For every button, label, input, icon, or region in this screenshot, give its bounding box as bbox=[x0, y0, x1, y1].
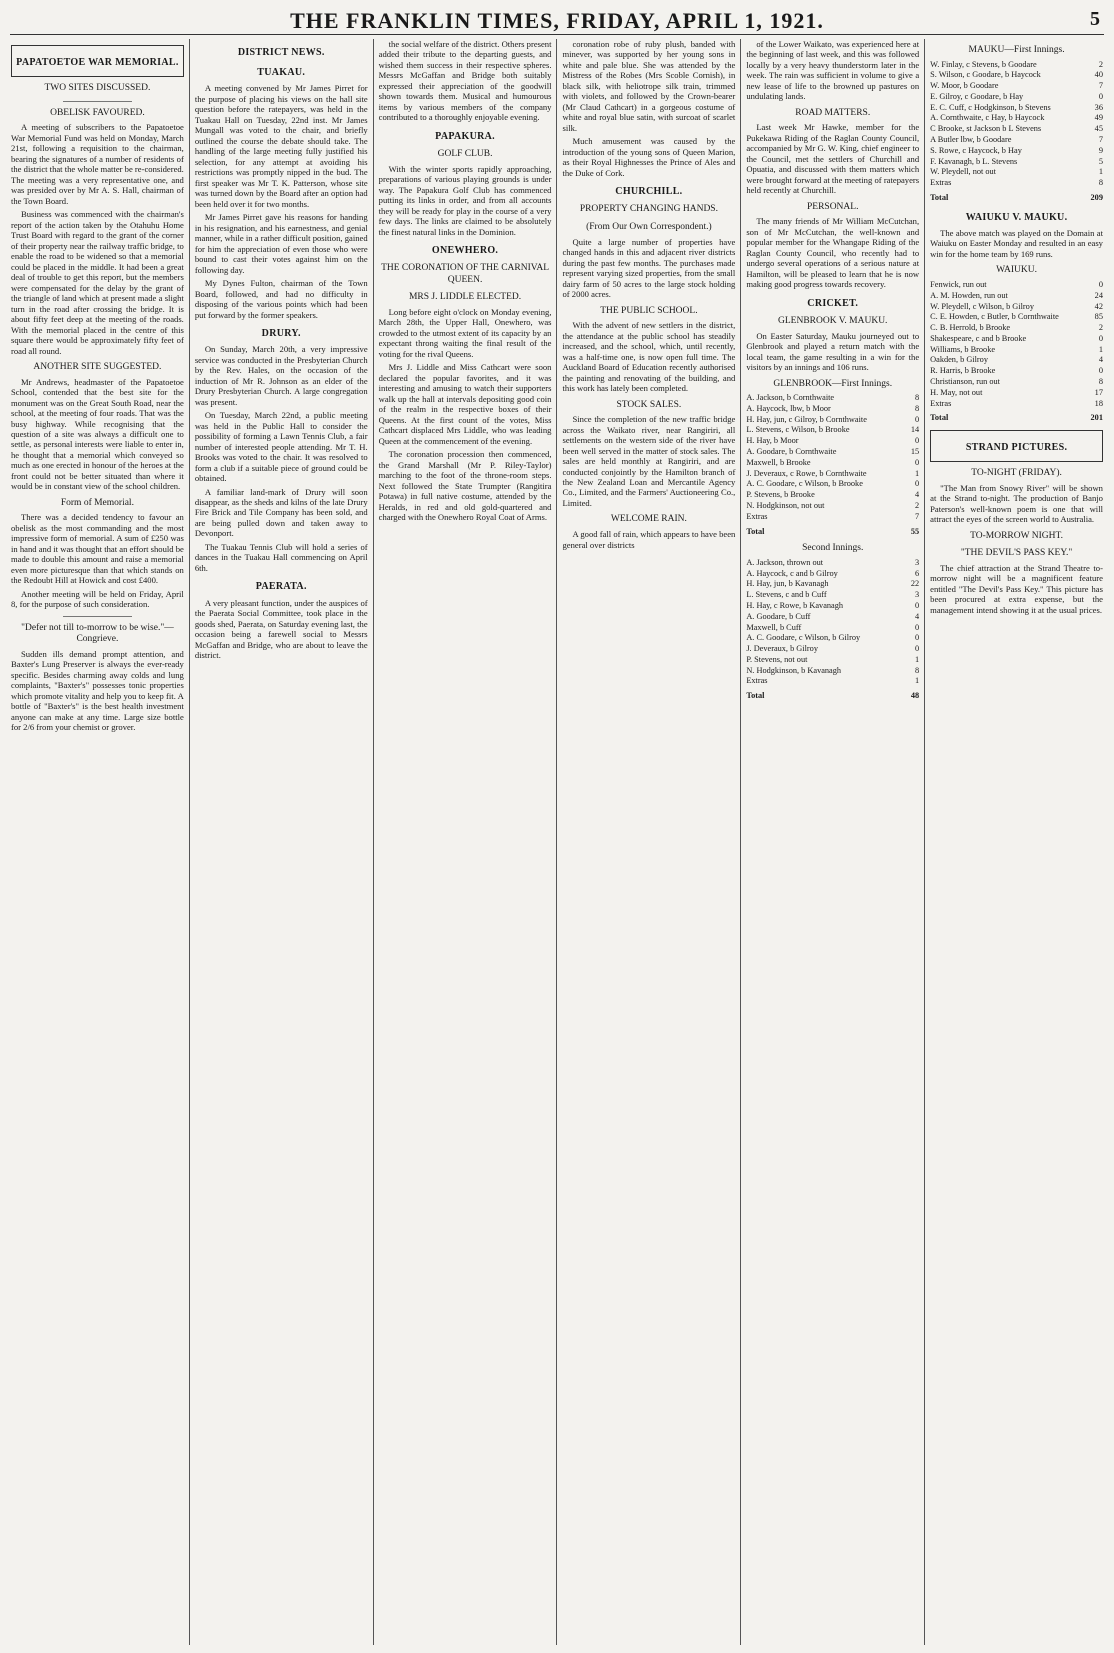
score-row bbox=[746, 612, 919, 623]
runs-value: 1 bbox=[1098, 344, 1103, 354]
score-row bbox=[930, 366, 1103, 377]
advert-headline: "Defer not till to-morrow to be wise."—Congrieve. bbox=[21, 622, 174, 645]
scorecard-mauku-first bbox=[930, 60, 1103, 189]
batsman-entry: W. Pleydell, c Wilson, b Gilroy bbox=[930, 301, 1034, 311]
runs-value: 4 bbox=[914, 611, 920, 621]
columns bbox=[6, 39, 1108, 1645]
score-row bbox=[746, 501, 919, 512]
batsman-entry: Christianson, run out bbox=[930, 376, 1000, 386]
batsman-entry: A. M. Howden, run out bbox=[930, 290, 1008, 300]
runs-value: 18 bbox=[1094, 398, 1103, 408]
score-row bbox=[930, 280, 1103, 291]
batsman-entry: H. Hay, jun, c Gilroy, b Cornthwaite bbox=[746, 414, 867, 424]
subheadline: OBELISK FAVOURED. bbox=[50, 107, 145, 118]
score-row bbox=[746, 623, 919, 634]
batsman-entry: J. Deveraux, c Rowe, b Cornthwaite bbox=[746, 468, 867, 478]
runs-value: 8 bbox=[914, 403, 920, 413]
score-row bbox=[930, 81, 1103, 92]
section-heading: PAERATA. bbox=[255, 581, 307, 593]
runs-value: 5 bbox=[1098, 156, 1103, 166]
subheadline: TO-NIGHT (FRIDAY). bbox=[971, 468, 1062, 479]
score-row bbox=[930, 291, 1103, 302]
divider bbox=[63, 616, 132, 617]
score-row bbox=[930, 323, 1103, 334]
subheadline: THE CORONATION OF THE CARNIVAL QUEEN. bbox=[381, 263, 550, 285]
subheadline: GLENBROOK V. MAUKU. bbox=[778, 316, 888, 327]
runs-value: 14 bbox=[910, 425, 920, 435]
innings-heading: Second Innings. bbox=[802, 543, 864, 554]
runs-value: 0 bbox=[914, 479, 920, 489]
subheadline: TWO SITES DISCUSSED. bbox=[44, 83, 151, 94]
score-row bbox=[930, 135, 1103, 146]
score-row bbox=[746, 447, 919, 458]
subheadline: MRS J. LIDDLE ELECTED. bbox=[408, 292, 522, 303]
batsman-entry: Fenwick, run out bbox=[930, 279, 987, 289]
runs-value: 1 bbox=[914, 676, 920, 686]
scorecard-glenbrook-second bbox=[746, 558, 919, 687]
batsman-entry: A. Goodare, b Cuff bbox=[746, 611, 811, 621]
runs-value: 2 bbox=[914, 500, 920, 510]
score-row bbox=[930, 302, 1103, 313]
runs-value: 36 bbox=[1094, 102, 1103, 112]
total-row: Total 209 bbox=[930, 192, 1103, 202]
score-row bbox=[930, 178, 1103, 189]
column-5 bbox=[741, 39, 925, 1645]
score-row bbox=[746, 458, 919, 469]
paragraph: On Easter Saturday, Mauku journeyed out to Glenbrook and played a return match with the local team, the game resulting in a win for the visitors by an innings and 106 runs. bbox=[746, 330, 920, 373]
score-row bbox=[930, 103, 1103, 114]
subheadline: GOLF CLUB. bbox=[437, 149, 493, 160]
score-row bbox=[930, 167, 1103, 178]
headline: PAPATOETOE WAR MEMORIAL. bbox=[16, 57, 179, 68]
subheadline: ANOTHER SITE SUGGESTED. bbox=[33, 362, 162, 372]
scorecard-waiuku bbox=[930, 280, 1103, 409]
runs-value: 24 bbox=[1094, 290, 1103, 300]
batsman-entry: W. Moor, b Goodare bbox=[930, 81, 999, 91]
batsman-entry: Extras bbox=[930, 178, 952, 188]
masthead bbox=[10, 0, 1104, 35]
paragraph: The Tuakau Tennis Club will hold a series of dances in the Tuakau Hall commencing on April 6th. bbox=[194, 541, 368, 573]
subheadline: "THE DEVIL'S PASS KEY." bbox=[960, 548, 1073, 559]
batsman-entry: A. Goodare, b Cornthwaite bbox=[746, 447, 837, 457]
runs-value: 17 bbox=[1094, 387, 1103, 397]
runs-value: 9 bbox=[1098, 145, 1103, 155]
batsman-entry: L. Stevens, c and b Cuff bbox=[746, 590, 827, 600]
section-heading: PAPAKURA. bbox=[435, 130, 495, 142]
paragraph: Last week Mr Hawke, member for the Pukekawa Riding of the Raglan County Council, accompanied by Mr G. W. King, chief engineer to the Council, met the settlers of Churchill and Opuatia, and discussed with them matters which were brought forward at the meeting of ratepayers held recently at Churchill. bbox=[746, 122, 920, 196]
paragraph: The above match was played on the Domain at Waiuku on Easter Monday and resulted in an easy win for the home team by 169 runs. bbox=[930, 227, 1103, 259]
runs-value: 8 bbox=[914, 665, 920, 675]
runs-value: 0 bbox=[914, 436, 920, 446]
newspaper-title: THE FRANKLIN TIMES, FRIDAY, APRIL 1, 1921. bbox=[290, 8, 824, 33]
runs-value: 0 bbox=[1098, 366, 1103, 376]
score-row bbox=[930, 124, 1103, 135]
score-row bbox=[930, 345, 1103, 356]
runs-value: 42 bbox=[1094, 301, 1103, 311]
batsman-entry: E. C. Cuff, c Hodgkinson, b Stevens bbox=[930, 102, 1051, 112]
score-row bbox=[930, 334, 1103, 345]
score-row bbox=[930, 399, 1103, 410]
runs-value: 1 bbox=[1098, 167, 1103, 177]
runs-value: 7 bbox=[1098, 135, 1103, 145]
page-number: 5 bbox=[1090, 8, 1100, 30]
batsman-entry: A. Haycock, lbw, b Moor bbox=[746, 403, 831, 413]
batsman-entry: A. Jackson, thrown out bbox=[746, 557, 824, 567]
section-heading: ONEWHERO. bbox=[431, 245, 499, 257]
batsman-entry: A. C. Goodare, c Wilson, b Gilroy bbox=[746, 633, 861, 643]
batsman-entry: H. Hay, jun, b Kavanagh bbox=[746, 579, 829, 589]
batsman-entry: S. Rowe, c Haycock, b Hay bbox=[930, 145, 1022, 155]
score-row bbox=[930, 92, 1103, 103]
score-row bbox=[746, 425, 919, 436]
batsman-entry: C. B. Herrold, b Brooke bbox=[930, 323, 1011, 333]
column-3 bbox=[374, 39, 558, 1645]
batsman-entry: Maxwell, b Cuff bbox=[746, 622, 802, 632]
runs-value: 8 bbox=[1098, 178, 1103, 188]
advert-text: Sudden ills demand prompt attention, and Baxter's Lung Preserver is always the ever-ready specific. Besides charming away colds and lung complaints, "Baxter's" possesses tonic properties which promote vitality and help you to keep fit. A bottle of "Baxter's" is the best health investment anyone can make at any time. Large size bottle for 2/6 from your chemist or grover. bbox=[11, 649, 184, 733]
section-heading: STRAND PICTURES. bbox=[965, 442, 1068, 454]
runs-value: 49 bbox=[1094, 113, 1103, 123]
runs-value: 0 bbox=[914, 633, 920, 643]
paragraph: Much amusement was caused by the introduction of the young sons of Queen Marion, as their Royal Highnesses the Prince of Ales and the Duke of Cork. bbox=[562, 136, 736, 178]
score-row bbox=[746, 666, 919, 677]
score-row bbox=[746, 393, 919, 404]
total-row: Total 55 bbox=[746, 526, 920, 536]
score-row bbox=[746, 512, 919, 523]
batsman-entry: R. Harris, b Brooke bbox=[930, 366, 996, 376]
score-row bbox=[746, 590, 919, 601]
batsman-entry: A. Cornthwaite, c Hay, b Haycock bbox=[930, 113, 1045, 123]
section-heading: DRURY. bbox=[261, 328, 301, 340]
column-6 bbox=[925, 39, 1108, 1645]
runs-value: 3 bbox=[914, 590, 920, 600]
paragraph: My Dynes Fulton, chairman of the Town Board, followed, and had no difficulty in disposing of the various points which had been put forward by the former speakers. bbox=[194, 278, 368, 320]
batsman-entry: C Brooke, st Jackson b L Stevens bbox=[930, 124, 1042, 134]
paragraph: The chief attraction at the Strand Theatre to-morrow night will be a magnificent feature entitled "The Devil's Pass Key." This picture has been procured at extra expense, but the management intend showing it at the usual prices. bbox=[930, 562, 1103, 615]
runs-value: 15 bbox=[910, 447, 920, 457]
paragraph: A meeting of subscribers to the Papatoetoe War Memorial Fund was held on Monday, March 21st, following a requisition to the chairman, bearing the signatures of a number of residents of the district that the whole matter be re-considered. The meeting was a very representative one, and was presided over by Mr A. S. Hall, chairman of the Town Board. bbox=[11, 122, 184, 206]
subheadline: WELCOME RAIN. bbox=[610, 514, 687, 525]
runs-value: 40 bbox=[1094, 70, 1103, 80]
column-1 bbox=[6, 39, 190, 1645]
batsman-entry: P. Stevens, b Brooke bbox=[746, 490, 815, 500]
score-row bbox=[746, 633, 919, 644]
batsman-entry: Oakden, b Gilroy bbox=[930, 355, 988, 365]
paragraph: Since the completion of the new traffic bridge across the Waikato river, near Rangiriri, all settlements on the western side of the river have been well served in the matter of stock sales. The sales are held monthly at Rangiriri, and are conducted conjointly by the Hamilton branch of the New Zealand Loan and Mercantile Agency Co., Limited, and the Farmers' Auctioneering Co., Limited. bbox=[562, 414, 736, 508]
paragraph: A good fall of rain, which appears to have been general over districts bbox=[562, 529, 736, 550]
batsman-entry: N. Hodgkinson, not out bbox=[746, 500, 825, 510]
runs-value: 0 bbox=[914, 644, 920, 654]
runs-value: 8 bbox=[1098, 376, 1103, 386]
section-heading: WAIUKU V. MAUKU. bbox=[965, 211, 1068, 223]
paragraph: "The Man from Snowy River" will be shown at the Strand to-night. The production of Banjo Paterson's well-known poem is one that will attract the eyes of the screen world to Australia. bbox=[930, 482, 1103, 525]
paragraph: Long before eight o'clock on Monday evening, March 28th, the Upper Hall, Onewhero, was crowded to the utmost extent of its capacity by an expectant throng waiting the final result of the voting for the rival Queens. bbox=[378, 306, 552, 359]
batsman-entry: S. Wilson, c Goodare, b Haycock bbox=[930, 70, 1041, 80]
score-row bbox=[746, 469, 919, 480]
score-row bbox=[930, 60, 1103, 71]
subheadline: TO-MORROW NIGHT. bbox=[970, 530, 1063, 541]
score-row bbox=[746, 558, 919, 569]
scorecard-glenbrook-first bbox=[746, 393, 919, 522]
score-row bbox=[746, 676, 919, 687]
paragraph: Quite a large number of properties have changed hands in this and adjacent river districts during the past few months. The purchases made represent varying sized properties, from the small dairy farm of 50 acres to the large stock holding of 2000 acres. bbox=[562, 236, 736, 300]
runs-value: 0 bbox=[914, 457, 920, 467]
subheadline: PROPERTY CHANGING HANDS. bbox=[579, 204, 718, 215]
batsman-entry: A. C. Goodare, c Wilson, b Brooke bbox=[746, 479, 863, 489]
batsman-entry: Shakespeare, c and b Brooke bbox=[930, 333, 1027, 343]
runs-value: 0 bbox=[914, 414, 920, 424]
batsman-entry: J. Deveraux, b Gilroy bbox=[746, 644, 818, 654]
total-row: Total 201 bbox=[930, 413, 1103, 423]
batsman-entry: W. Pleydell, not out bbox=[930, 167, 996, 177]
batsman-entry: F. Kavanagh, b L. Stevens bbox=[930, 156, 1018, 166]
batsman-entry: W. Finlay, c Stevens, b Goodare bbox=[930, 59, 1037, 69]
paragraph: A familiar land-mark of Drury will soon disappear, as the sheds and kilns of the late Drury Fire Brick and Tile Company has been sold, and are being pulled down and taken away to Devonport. bbox=[194, 486, 368, 539]
runs-value: 2 bbox=[1098, 323, 1103, 333]
batsman-entry: Extras bbox=[746, 676, 768, 686]
column-2 bbox=[190, 39, 374, 1645]
runs-value: 45 bbox=[1094, 124, 1103, 134]
batsman-entry: E. Gilroy, c Goodare, b Hay bbox=[930, 91, 1024, 101]
score-row bbox=[930, 377, 1103, 388]
batsman-entry: Extras bbox=[746, 511, 768, 521]
total-row: Total 48 bbox=[746, 691, 920, 701]
batsman-entry: A Butler lbw, b Goodare bbox=[930, 135, 1012, 145]
score-row bbox=[746, 479, 919, 490]
runs-value: 4 bbox=[914, 490, 920, 500]
batsman-entry: H. Hay, b Moor bbox=[746, 436, 799, 446]
batsman-entry: H. Hay, c Rowe, b Kavanagh bbox=[746, 600, 844, 610]
headline-box bbox=[930, 430, 1103, 462]
paragraph: Mr James Pirret gave his reasons for handing in his resignation, and his earnestness, and genial manner, while in a rather difficult position, gained for him the appreciation of even those who were bound to cast their votes against him on the following day. bbox=[194, 212, 368, 275]
paragraph: A very pleasant function, under the auspices of the Paerata Social Committee, took place in the goods shed, Paerata, on Saturday evening last, the occasion being a farewell social to Messrs McGaffan and Bridge, who are about to leave the district. bbox=[194, 597, 368, 660]
runs-value: 0 bbox=[1098, 279, 1103, 289]
paragraph: On Tuesday, March 22nd, a public meeting was held in the Public Hall to consider the possibility of forming a Lawn Tennis Club, a fair number of interested people attending. Mr T. H. Brooks was voted to the chair. It was resolved to form a club if a suitable piece of ground could be obtained. bbox=[194, 410, 368, 484]
paragraph: With the winter sports rapidly approaching, preparations of various playing grounds is under way. The Papakura Golf Club has commenced putting its links in order, and from all accounts they will be ready for play in the course of a very few days. The links are claimed to be absolutely the finest natural links in the Dominion. bbox=[378, 163, 552, 237]
paragraph: of the Lower Waikato, was experienced here at the beginning of last week, and this was followed locally by a very heavy thunderstorm later in the week. The rain was sufficient in volume to give a new lease of life to the browned up pastures on undulating lands. bbox=[746, 39, 920, 102]
score-row bbox=[746, 655, 919, 666]
headline: DISTRICT NEWS. bbox=[237, 47, 325, 58]
innings-heading: GLENBROOK—First Innings. bbox=[773, 378, 893, 389]
section-heading: CRICKET. bbox=[807, 297, 859, 309]
paragraph: The many friends of Mr William McCutchan, son of Mr McCutchan, the well-known and popular member for the Whangape Riding of the Raglan County Council, who recently had to undergo several operations of a serious nature at Hamilton, will be pleased to learn that he is now making good progress towards recovery. bbox=[746, 216, 920, 290]
score-row bbox=[746, 404, 919, 415]
runs-value: 7 bbox=[1098, 81, 1103, 91]
score-row bbox=[746, 436, 919, 447]
paragraph: There was a decided tendency to favour an obelisk as the most commanding and the most impressive form of memorial. A sum of £250 was in hand and it was thought that an effort should be made to double this amount and raise a memorial even more picturesque than that which stands on the Redoubt Hill at Howick and cost £400. bbox=[11, 512, 184, 586]
runs-value: 22 bbox=[910, 579, 920, 589]
subheadline: PERSONAL. bbox=[806, 201, 859, 212]
section-heading: CHURCHILL. bbox=[615, 186, 683, 198]
batsman-entry: Extras bbox=[930, 398, 952, 408]
runs-value: 2 bbox=[1098, 59, 1103, 69]
batsman-entry: Maxwell, b Brooke bbox=[746, 457, 811, 467]
runs-value: 4 bbox=[1098, 355, 1103, 365]
section-heading: TUAKAU. bbox=[257, 67, 306, 79]
runs-value: 85 bbox=[1094, 312, 1103, 322]
column-4 bbox=[557, 39, 741, 1645]
batsman-entry: N. Hodgkinson, b Kavanagh bbox=[746, 665, 842, 675]
divider bbox=[63, 101, 132, 102]
batsman-entry: C. E. Howden, c Butler, b Cornthwaite bbox=[930, 312, 1059, 322]
runs-value: 0 bbox=[1098, 333, 1103, 343]
runs-value: 3 bbox=[914, 557, 920, 567]
score-row bbox=[930, 146, 1103, 157]
runs-value: 0 bbox=[914, 600, 920, 610]
score-row bbox=[930, 113, 1103, 124]
batsman-entry: P. Stevens, not out bbox=[746, 654, 808, 664]
score-row bbox=[746, 644, 919, 655]
score-row bbox=[930, 70, 1103, 81]
batsman-entry: A. Haycock, c and b Gilroy bbox=[746, 568, 838, 578]
innings-heading: MAUKU—First Innings. bbox=[968, 45, 1065, 55]
batsman-entry: L. Stevens, c Wilson, b Brooke bbox=[746, 425, 850, 435]
score-row bbox=[746, 490, 919, 501]
score-row bbox=[930, 157, 1103, 168]
subheadline: Form of Memorial. bbox=[60, 497, 134, 508]
runs-value: 6 bbox=[914, 568, 920, 578]
paragraph: Mrs J. Liddle and Miss Cathcart were soon declared the popular favorites, and it was interesting and amusing to watch their supporters walk up the hall at intervals depositing good coin of the realm in the respective boxes of their Queens. At the first count of the votes, Miss Cathcart displaced Mrs Liddle, who was leading Queen at the commencement of the evening. bbox=[378, 362, 552, 446]
subheadline: ROAD MATTERS. bbox=[795, 107, 871, 118]
paragraph: On Sunday, March 20th, a very impressive service was conducted in the Presbyterian Church by the Rev. Hales, on the occasion of the induction of Mr R. Johnson as an elder of the Drury Presbyterian Church. A large congregation was present. bbox=[194, 344, 368, 407]
batsman-entry: H. May, not out bbox=[930, 387, 983, 397]
paragraph: Business was commenced with the chairman's report of the action taken by the Otahuhu Home Trust Board with regard to the grant of the corner of their property near the railway traffic bridge, to enable the road to be widened so that a memorial could be placed in the middle. It had been a great deal of trouble to get this report, but the members were compensated for the delay by the grant of the triangle of land which at present made a slight turn in the road after crossing the bridge. It is about fifty feet deep at the meeting of the roads. With the memorial placed in the centre of this square there would be approximately fifty feet of road all round. bbox=[11, 209, 184, 356]
paragraph: Mr Andrews, headmaster of the Papatoetoe School, contended that the best site for the monument was on the Great South Road, near the school, at the meeting of four roads. That was the busy highway. While recognising that the question of a site was always a difficult one to settle, as personal interests were liable to enter in, he thought that a memorial which conveyed so much as one erected in honour of the heroes at the front could not be better situated than where it would be in constant view of the school children. bbox=[11, 376, 184, 492]
score-row bbox=[930, 355, 1103, 366]
runs-value: 1 bbox=[914, 468, 920, 478]
subheadline: THE PUBLIC SCHOOL. bbox=[600, 305, 698, 316]
paragraph: The coronation procession then commenced, the Grand Marshall (Mr P. Riley-Taylor) marching to the foot of the throne-room steps. Next followed the State Trumpter (Rangitira Potawa) in full native costume, attended by the Heralds, in red and old gold-quartered and charged with the Onewhero Royal Coat of Arms. bbox=[378, 449, 552, 523]
innings-heading: WAIUKU. bbox=[996, 265, 1037, 276]
batsman-entry: Williams, b Brooke bbox=[930, 344, 996, 354]
headline-box bbox=[11, 45, 184, 77]
paragraph: With the advent of new settlers in the district, the attendance at the public school has steadily increased, and the school, which, until recently, was a half-time one, is now open full time. The Auckland Board of Education recently authorised the painting and renovating of the building, and this work has lately been completed. bbox=[562, 320, 736, 394]
runs-value: 7 bbox=[914, 511, 920, 521]
runs-value: 1 bbox=[914, 654, 920, 664]
subheadline: STOCK SALES. bbox=[616, 399, 682, 410]
runs-value: 0 bbox=[914, 622, 920, 632]
score-row bbox=[746, 415, 919, 426]
score-row bbox=[746, 601, 919, 612]
byline: (From Our Own Correspondent.) bbox=[586, 222, 712, 233]
paragraph: the social welfare of the district. Others present added their tribute to the departing guests, and wished them success in their respective spheres. Messrs McGaffan and Bridge both suitably expressed their appreciation of the goodwill shown towards them. Musical and humourous items by various members of the company contributed to a thoroughly enjoyable evening. bbox=[378, 39, 552, 123]
paragraph: Another meeting will be held on Friday, April 8, for the purpose of such consideration. bbox=[11, 588, 184, 610]
batsman-entry: A. Jackson, b Cornthwaite bbox=[746, 393, 835, 403]
score-row bbox=[746, 579, 919, 590]
score-row bbox=[746, 569, 919, 580]
score-row bbox=[930, 388, 1103, 399]
runs-value: 0 bbox=[1098, 91, 1103, 101]
runs-value: 8 bbox=[914, 393, 920, 403]
score-row bbox=[930, 312, 1103, 323]
paragraph: A meeting convened by Mr James Pirret for the purpose of placing his views on the hall site question before the ratepayers, was held in the Tuakau Hall on Tuesday, 22nd inst. Mr James Mungall was voted to the chair, and briefly outlined the course the debate should take. The handling of the large meeting fully justified his selection, for any attempt at avoiding his restrictions was promptly nipped in the bud. The first speaker was Mr T. K. Patterson, whose site was turned down by the Board after an option had been held over it for two months. bbox=[194, 83, 368, 209]
paragraph: coronation robe of ruby plush, banded with minever, was supported by her young sons in white and pale blue. She was attended by the Mistress of the Robes (Mrs Scoble Cornish), in black silk, with heliotrope silk train, trimmed with violets, and followed by the Crown-bearer (Mr Claud Cathcart) in a gorgeous costume of white and royal blue satin, with surcoat of scarlet silk. bbox=[562, 39, 736, 133]
